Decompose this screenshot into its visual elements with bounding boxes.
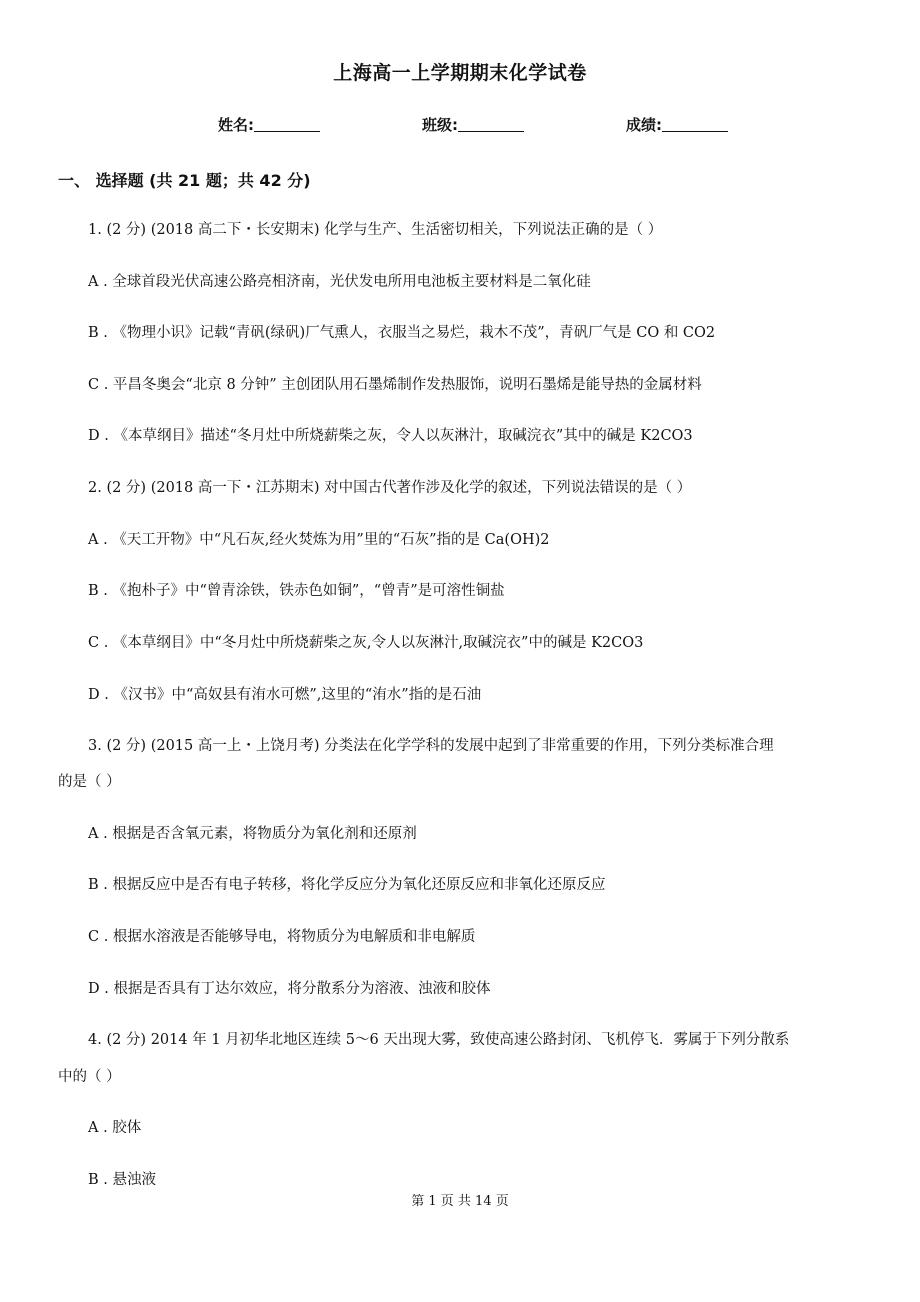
question-1-option-a: A . 全球首段光伏高速公路亮相济南，光伏发电所用电池板主要材料是二氧化硅 <box>88 274 591 290</box>
class-blank <box>458 115 524 132</box>
score-field <box>626 114 728 135</box>
page-footer: 第 1 页 共 14 页 <box>411 1194 509 1209</box>
question-2-option-c: C . 《本草纲目》中“冬月灶中所烧薪柴之灰,令人以灰淋汁,取碱浣衣”中的碱是 K2CO3 <box>88 635 644 651</box>
question-1-option-b: B . 《物理小识》记载“青矾(绿矾)厂气熏人，衣服当之易烂，栽木不茂”，青矾厂气是 CO 和 CO2 <box>88 325 716 341</box>
question-2-option-a: A . 《天工开物》中“凡石灰,经火焚炼为用”里的“石灰”指的是 Ca(OH)2 <box>88 532 550 548</box>
question-1-option-d: D . 《本草纲目》描述“冬月灶中所烧薪柴之灰，令人以灰淋汁，取碱浣衣”其中的碱是 K2CO3 <box>88 428 693 444</box>
question-4-stem-line-2: 中的（ ） <box>58 1069 121 1085</box>
question-4-stem-line-1: 4. (2 分) 2014 年 1 月初华北地区连续 5～6 天出现大雾，致使高速公路封闭、飞机停飞．雾属于下列分散系 <box>88 1032 790 1048</box>
score-label: 成绩: <box>626 116 662 134</box>
question-3-option-d: D . 根据是否具有丁达尔效应，将分散系分为溶液、浊液和胶体 <box>88 981 491 997</box>
question-2-option-b: B . 《抱朴子》中“曾青涂铁，铁赤色如铜”，“曾青”是可溶性铜盐 <box>88 583 505 599</box>
name-field <box>218 114 320 135</box>
question-3-stem-line-1: 3. (2 分) (2015 高一上・上饶月考) 分类法在化学学科的发展中起到了非常重要的作用，下列分类标准合理 <box>88 738 774 754</box>
question-1-option-c: C . 平昌冬奥会“北京 8 分钟” 主创团队用石墨烯制作发热服饰，说明石墨烯是能导热的金属材料 <box>88 377 702 393</box>
name-label: 姓名: <box>218 116 254 134</box>
question-3-option-c: C . 根据水溶液是否能够导电，将物质分为电解质和非电解质 <box>88 929 476 945</box>
question-3-stem-line-2: 的是（ ） <box>58 774 121 790</box>
name-blank <box>254 115 320 132</box>
question-2-stem: 2. (2 分) (2018 高一下・江苏期末) 对中国古代著作涉及化学的叙述，下列说法错误的是（ ） <box>88 480 692 496</box>
question-4-option-b: B . 悬浊液 <box>88 1172 156 1188</box>
question-1-stem: 1. (2 分) (2018 高二下・长安期末) 化学与生产、生活密切相关，下列说法正确的是（ ） <box>88 222 663 238</box>
question-3-option-a: A . 根据是否含氧元素，将物质分为氧化剂和还原剂 <box>88 826 417 842</box>
class-field <box>422 114 524 135</box>
score-blank <box>662 115 728 132</box>
question-3-option-b: B . 根据反应中是否有电子转移，将化学反应分为氧化还原反应和非氧化还原反应 <box>88 877 606 893</box>
section-heading: 一、 选择题 (共 21 题；共 42 分) <box>58 171 311 190</box>
question-4-option-a: A . 胶体 <box>88 1120 142 1136</box>
class-label: 班级: <box>422 116 458 134</box>
page-title: 上海高一上学期期末化学试卷 <box>333 62 587 84</box>
question-2-option-d: D . 《汉书》中“高奴县有洧水可燃”,这里的“洧水”指的是石油 <box>88 687 482 703</box>
